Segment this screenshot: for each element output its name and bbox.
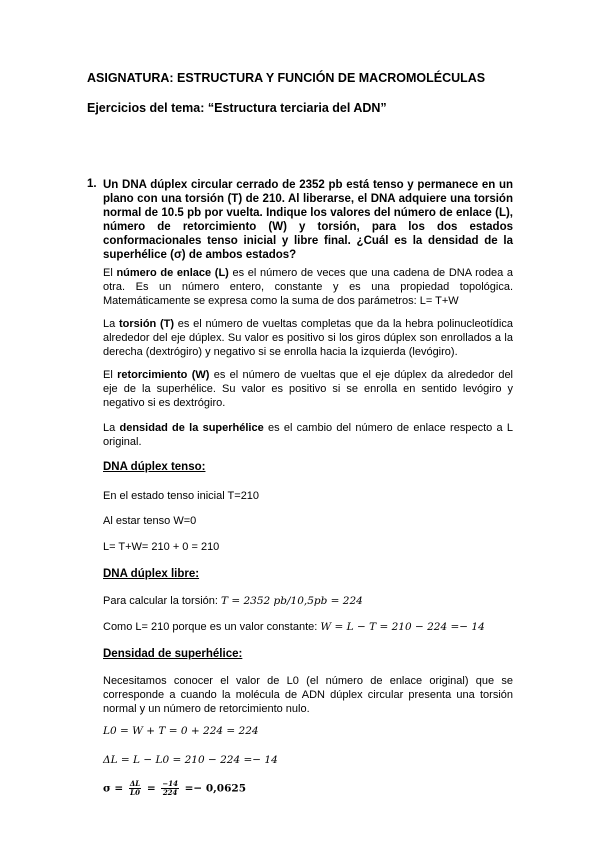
fraction-delta-l-over-l0: $\frac{\Delta L}{L0}$ [129, 779, 141, 797]
definition-superhelix-density: La densidad de la superhélice es el cambio del número de enlace respecto a L original. [103, 422, 513, 449]
fraction-minus14-over-224: $\frac{-14}{224}$ [162, 779, 178, 797]
topic-heading: Ejercicios del tema: “Estructura terciaria del ADN” [87, 101, 387, 115]
definition-twist: La torsión (T) es el número de vueltas completas que da la hebra polinucleotídica alrededor del eje dúplex. Su valor es positivo si los giros dúplex son enrollados a la derecha (dextrógiro) y negativo si se enrolla hacia la izquierda (levógiro). [103, 318, 513, 359]
superhelix-heading: Densidad de superhélice: [103, 648, 243, 660]
question-text: Un DNA dúplex circular cerrado de 2352 pb está tenso y permanece en un plano con una torsión (T) de 210. Al liberarse, el DNA adquiere una torsión normal de 10.5 pb por vuelta. Indique los valores del número de enlace (L), número de retorcimiento (W) y torsión, para los dos estados conformacionales tenso inicial y libre final. ¿Cuál es la densidad de la superhélice (σ) de ambos estados? [103, 179, 513, 261]
subject-heading: ASIGNATURA: ESTRUCTURA Y FUNCIÓN DE MACROMOLÉCULAS [87, 71, 486, 85]
writhe-equation: W = L − T = 210 − 224 =− 14 [320, 621, 485, 633]
equation-l0: L0 = W + T = 0 + 224 = 224 [103, 725, 259, 737]
free-heading: DNA dúplex libre: [103, 568, 200, 580]
superhelix-intro: Necesitamos conocer el valor de L0 (el número de enlace original) que se corresponde a cuando la molécula de ADN dúplex circular presenta una torsión normal y un número de retorcimiento nulo. [103, 675, 513, 716]
equation-sigma: σ = $\frac{\Delta L}{L0}$ = $\frac{-14}{224}$ =− 0,0625 [103, 779, 247, 797]
twist-equation: T = 2352 pb/10,5pb = 224 [221, 595, 363, 607]
definition-writhe: El retorcimiento (W) es el número de vueltas que el eje dúplex da alrededor del eje de la superhélice. Su valor es positivo si se enrolla en sentido levógiro y negativo si es dextrógiro. [103, 369, 514, 410]
tense-line-2: Al estar tenso W=0 [103, 515, 197, 527]
question-number: 1. [87, 178, 97, 190]
free-line-2: Como L= 210 porque es un valor constante: W = L − T = 210 − 224 =− 14 [103, 621, 485, 633]
definition-linking-number: El número de enlace (L) es el número de veces que una cadena de DNA rodea a otra. Es un número entero, constante y es una propiedad topológica. Matemáticamente se expresa como la suma de dos parámetros: L= T+W [103, 267, 513, 308]
equation-delta-l: ΔL = L − L0 = 210 − 224 =− 14 [103, 754, 278, 766]
free-line-1: Para calcular la torsión: T = 2352 pb/10,5pb = 224 [103, 595, 363, 607]
tense-heading: DNA dúplex tenso: [103, 461, 206, 473]
tense-line-1: En el estado tenso inicial T=210 [103, 490, 260, 502]
tense-line-3: L= T+W= 210 + 0 = 210 [103, 541, 220, 553]
